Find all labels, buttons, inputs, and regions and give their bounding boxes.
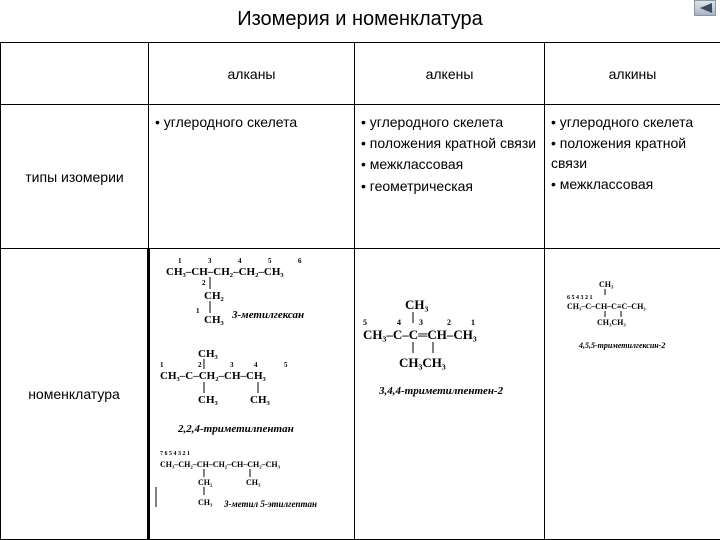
- svg-text:CH₂: CH₂: [198, 478, 213, 487]
- isomery-table: [0, 42, 720, 540]
- list-item: • межклассовая: [361, 156, 464, 172]
- svg-text:CH₃: CH₃: [405, 297, 429, 312]
- alkanes-nomenclature-cell: [149, 249, 355, 540]
- svg-text:6 5 4 3 2 1: 6 5 4 3 2 1: [567, 295, 593, 301]
- alkane-name-2: 2,2,4-триметилпентан: [178, 423, 294, 435]
- header-alkynes: алкины: [545, 43, 720, 105]
- svg-text:5: 5: [284, 361, 288, 369]
- structure-3-methylhexane: [150, 255, 350, 335]
- alkene-name: 3,4,4-триметилпентен-2: [379, 385, 504, 397]
- svg-text:CH₂: CH₂: [204, 290, 224, 302]
- svg-text:CH₃CH₃: CH₃CH₃: [399, 355, 446, 370]
- list-item: • углеродного скелета: [155, 114, 298, 130]
- svg-text:CH₃–C–CH₂–CH–CH₃: CH₃–C–CH₂–CH–CH₃: [160, 370, 266, 382]
- page-title: Изомерия и номенклатура: [237, 8, 483, 30]
- list-item: • геометрическая: [361, 178, 474, 194]
- svg-text:2: 2: [447, 318, 451, 327]
- svg-text:CH₃: CH₃: [204, 314, 224, 326]
- svg-text:4: 4: [238, 257, 242, 265]
- svg-text:1: 1: [178, 257, 182, 265]
- header-alkanes: алканы: [149, 43, 355, 105]
- structure-344-trimethylpentene-2: [359, 295, 539, 381]
- svg-text:5: 5: [268, 257, 272, 265]
- svg-text:5: 5: [363, 318, 367, 327]
- list-item: • углеродного скелета: [361, 114, 504, 130]
- structure-224-trimethylpentane: [150, 345, 350, 421]
- svg-text:CH₃: CH₃: [198, 498, 213, 507]
- svg-text:4: 4: [397, 318, 401, 327]
- header-alkenes: алкены: [355, 43, 545, 105]
- back-button[interactable]: [694, 0, 716, 16]
- list-item: • углеродного скелета: [551, 114, 694, 130]
- svg-text:4: 4: [254, 361, 258, 369]
- alkenes-isomery-cell: [355, 105, 545, 249]
- svg-text:CH₃–CH–CH₂–CH₂–CH₃: CH₃–CH–CH₂–CH₂–CH₃: [166, 266, 284, 278]
- alkane-name-1: 3-метилгексан: [232, 309, 305, 321]
- corner-cell: [1, 43, 149, 105]
- list-item: • положения кратной связи: [551, 135, 687, 171]
- svg-text:CH₃: CH₃: [198, 348, 218, 360]
- svg-text:3: 3: [419, 318, 423, 327]
- svg-text:1: 1: [160, 361, 164, 369]
- alkanes-isomery-cell: [149, 105, 355, 249]
- alkynes-isomery-cell: [545, 105, 720, 249]
- svg-text:3: 3: [230, 361, 234, 369]
- alkenes-nomenclature-cell: [355, 249, 545, 540]
- structure-455-trimethylhexyne-2: [565, 279, 715, 341]
- svg-text:CH₃: CH₃: [250, 394, 270, 406]
- alkane-name-3: 3-метил 5-этилгептан: [224, 499, 317, 509]
- svg-text:3: 3: [208, 257, 212, 265]
- svg-text:CH₃–C–CH–C≡C–CH₃: CH₃–C–CH–C≡C–CH₃: [567, 302, 646, 311]
- svg-text:1: 1: [196, 307, 200, 315]
- back-arrow-icon: [700, 3, 712, 13]
- svg-text:CH₃–C–C═CH–CH₃: CH₃–C–C═CH–CH₃: [363, 327, 477, 342]
- svg-text:CH₃: CH₃: [246, 478, 261, 487]
- isomery-row-label: типы изомерии: [1, 105, 149, 249]
- alkynes-nomenclature-cell: [545, 249, 720, 540]
- svg-text:CH₃: CH₃: [599, 280, 614, 289]
- alkyne-name: 4,5,5-триметилгексин-2: [579, 341, 666, 350]
- nomenclature-row-label: номенклатура: [1, 249, 149, 540]
- svg-text:CH₃–CH₂–CH–CH₂–CH–CH₂–CH₃: CH₃–CH₂–CH–CH₂–CH–CH₂–CH₃: [160, 460, 280, 469]
- svg-text:CH₃CH₃: CH₃CH₃: [597, 318, 626, 327]
- list-item: • положения кратной связи: [361, 135, 537, 151]
- list-item: • межклассовая: [551, 176, 654, 192]
- svg-text:CH₃: CH₃: [198, 394, 218, 406]
- svg-text:6: 6: [298, 257, 302, 265]
- svg-text:2: 2: [202, 279, 206, 287]
- svg-text:2: 2: [198, 361, 202, 369]
- svg-text:7 6 5 4 3 2 1: 7 6 5 4 3 2 1: [160, 451, 190, 457]
- svg-text:1: 1: [471, 318, 475, 327]
